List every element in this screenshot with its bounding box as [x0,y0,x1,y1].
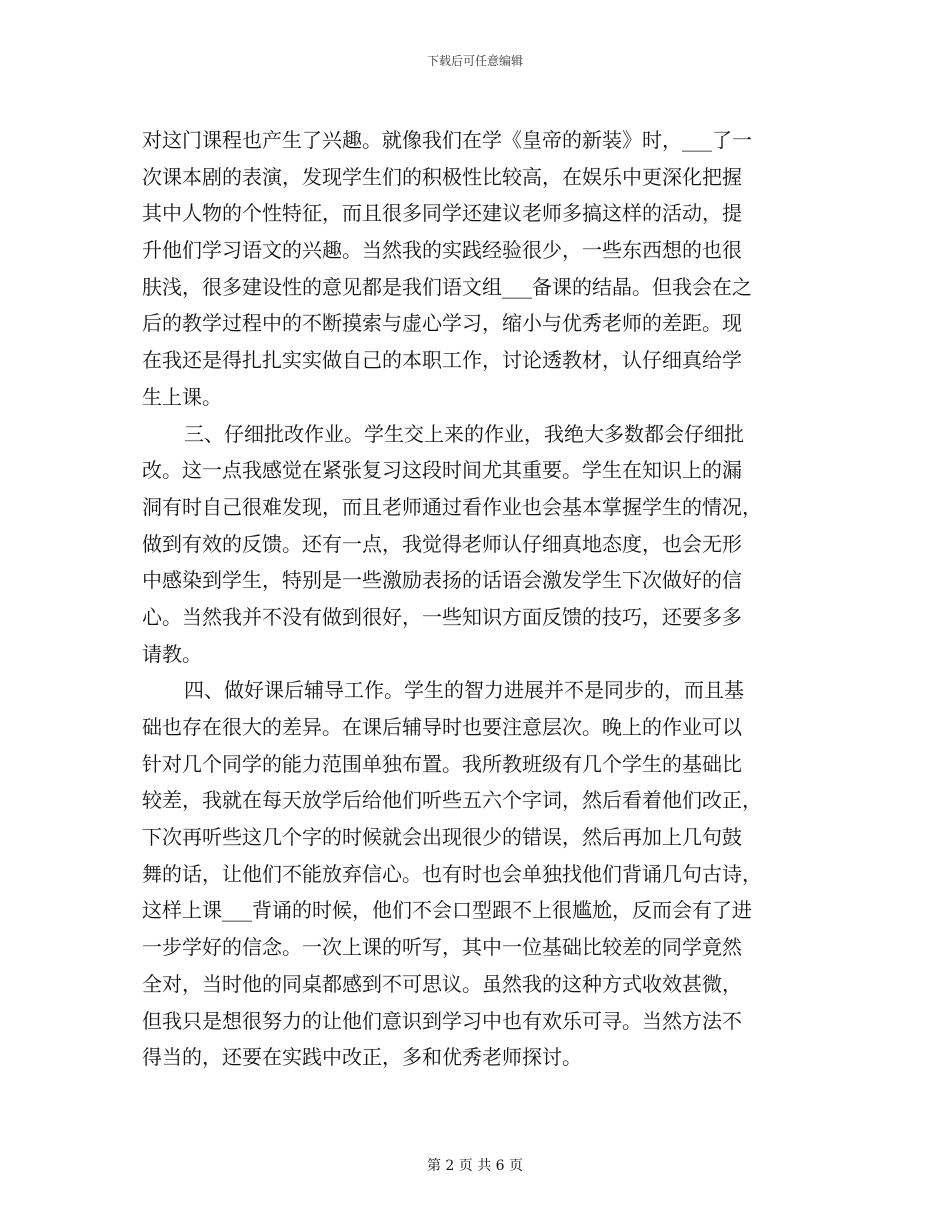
text-line: 改。这一点我感觉在紧张复习这段时间尤其重要。学生在知识上的漏 [142,458,742,483]
text-line: 肤浅，很多建设性的意见都是我们语文组___备课的结晶。但我会在之 [142,274,752,299]
text-line: 中感染到学生，特别是一些激励表扬的话语会激发学生下次做好的信 [142,568,742,593]
text-line: 次课本剧的表演，发现学生们的积极性比较高，在娱乐中更深化把握 [142,164,742,189]
text-line: 对这门课程也产生了兴趣。就像我们在学《皇帝的新装》时，___了一 [142,128,752,152]
text-line: 但我只是想很努力的让他们意识到学习中也有欢乐可寻。当然方法不 [142,1008,742,1033]
text-line: 洞有时自己很难发现，而且老师通过看作业也会基本掌握学生的情况， [142,494,762,519]
text-line: 后的教学过程中的不断摸索与虚心学习，缩小与优秀老师的差距。现 [142,311,742,336]
text-line: 生上课。 [142,384,222,409]
paragraph-first-line: 三、仔细批改作业。学生交上来的作业，我绝大多数都会仔细批 [184,421,744,446]
text-line: 请教。 [142,641,202,666]
text-line: 针对几个同学的能力范围单独布置。我所教班级有几个学生的基础比 [142,751,742,776]
page-header: 下载后可任意编辑 [426,54,523,68]
text-line: 下次再听些这几个字的时候就会出现很少的错误，然后再加上几句鼓 [142,825,742,850]
text-line: 在我还是得扎扎实实做自己的本职工作，讨论透教材，认仔细真给学 [142,348,742,373]
text-line: 得当的，还要在实践中改正，多和优秀老师探讨。 [142,1045,582,1070]
text-line: 做到有效的反馈。还有一点，我觉得老师认仔细真地态度，也会无形 [142,531,742,556]
document-body [142,128,810,1082]
text-line: 心。当然我并不没有做到很好，一些知识方面反馈的技巧，还要多多 [142,604,742,629]
page-number-footer: 第 2 页 共 6 页 [426,1158,524,1174]
text-line: 这样上课___背诵的时候，他们不会口型跟不上很尴尬，反而会有了进 [142,898,752,923]
text-line: 升他们学习语文的兴趣。当然我的实践经验很少，一些东西想的也很 [142,238,742,263]
text-line: 较差，我就在每天放学后给他们听些五六个字词，然后看着他们改正， [142,788,762,813]
text-line: 础也存在很大的差异。在课后辅导时也要注意层次。晚上的作业可以 [142,715,742,739]
text-line: 其中人物的个性特征，而且很多同学还建议老师多搞这样的活动，提 [142,201,742,226]
paragraph-first-line: 四、做好课后辅导工作。学生的智力进展并不是同步的，而且基 [184,678,744,703]
text-line: 全对，当时他的同桌都感到不可思议。虽然我的这种方式收效甚微， [142,971,742,996]
text-line: 一步学好的信念。一次上课的听写，其中一位基础比较差的同学竟然 [142,935,742,960]
text-line: 舞的话，让他们不能放弃信心。也有时也会单独找他们背诵几句古诗， [142,861,762,886]
